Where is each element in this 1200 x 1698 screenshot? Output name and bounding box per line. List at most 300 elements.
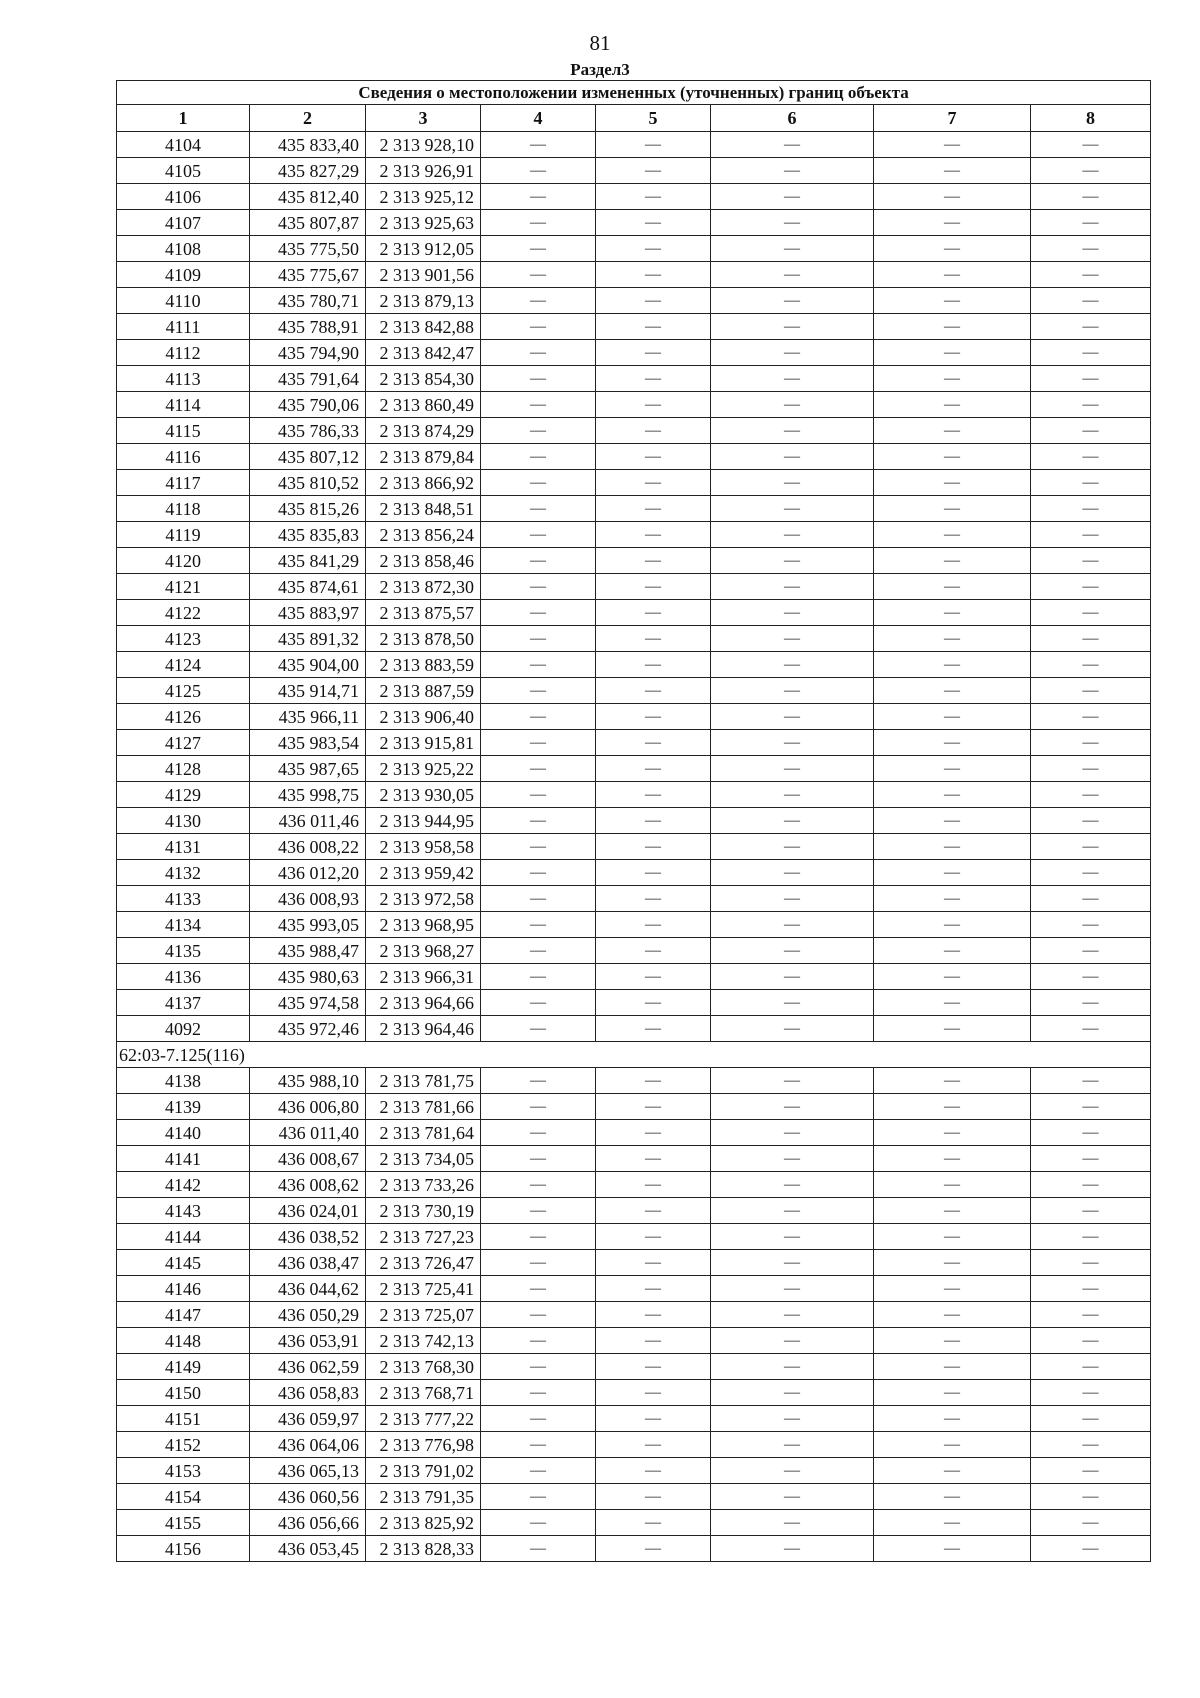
table-row: [117, 1250, 1151, 1276]
y-coordinate-cell: 2 313 930,05: [366, 782, 481, 808]
empty-value-cell: —: [874, 600, 1031, 626]
point-number-cell: 4155: [117, 1510, 250, 1536]
x-coordinate-cell: 435 788,91: [250, 314, 366, 340]
empty-value-cell: —: [481, 366, 596, 392]
x-coordinate-cell: 435 790,06: [250, 392, 366, 418]
point-number-cell: 4123: [117, 626, 250, 652]
empty-value-cell: —: [711, 1094, 874, 1120]
empty-value-cell: —: [711, 1120, 874, 1146]
point-number-cell: 4126: [117, 704, 250, 730]
empty-value-cell: —: [874, 756, 1031, 782]
empty-value-cell: —: [874, 1120, 1031, 1146]
table-row: [117, 1458, 1151, 1484]
table-row: [117, 340, 1151, 366]
empty-value-cell: —: [596, 860, 711, 886]
empty-value-cell: —: [596, 1432, 711, 1458]
table-row: [117, 1068, 1151, 1094]
point-number-cell: 4151: [117, 1406, 250, 1432]
empty-value-cell: —: [874, 288, 1031, 314]
empty-value-cell: —: [481, 730, 596, 756]
empty-value-cell: —: [481, 340, 596, 366]
y-coordinate-cell: 2 313 966,31: [366, 964, 481, 990]
empty-value-cell: —: [1031, 288, 1151, 314]
empty-value-cell: —: [481, 418, 596, 444]
empty-value-cell: —: [481, 262, 596, 288]
empty-value-cell: —: [481, 938, 596, 964]
empty-value-cell: —: [1031, 132, 1151, 158]
table-row: [117, 1510, 1151, 1536]
empty-value-cell: —: [481, 158, 596, 184]
empty-value-cell: —: [711, 392, 874, 418]
x-coordinate-cell: 435 993,05: [250, 912, 366, 938]
table-row: [117, 834, 1151, 860]
y-coordinate-cell: 2 313 964,66: [366, 990, 481, 1016]
empty-value-cell: —: [1031, 470, 1151, 496]
empty-value-cell: —: [711, 626, 874, 652]
x-coordinate-cell: 436 011,40: [250, 1120, 366, 1146]
point-number-cell: 4153: [117, 1458, 250, 1484]
empty-value-cell: —: [596, 626, 711, 652]
empty-value-cell: —: [1031, 1198, 1151, 1224]
empty-value-cell: —: [874, 678, 1031, 704]
empty-value-cell: —: [596, 340, 711, 366]
empty-value-cell: —: [1031, 548, 1151, 574]
table-row: [117, 1380, 1151, 1406]
empty-value-cell: —: [1031, 1380, 1151, 1406]
empty-value-cell: —: [711, 1224, 874, 1250]
empty-value-cell: —: [481, 522, 596, 548]
y-coordinate-cell: 2 313 856,24: [366, 522, 481, 548]
empty-value-cell: —: [481, 1406, 596, 1432]
table-row: [117, 1536, 1151, 1562]
empty-value-cell: —: [1031, 366, 1151, 392]
empty-value-cell: —: [596, 392, 711, 418]
point-number-cell: 4154: [117, 1484, 250, 1510]
table-row: [117, 782, 1151, 808]
column-header-2: 2: [250, 105, 366, 132]
x-coordinate-cell: 436 053,45: [250, 1536, 366, 1562]
empty-value-cell: —: [481, 210, 596, 236]
table-row: [117, 964, 1151, 990]
empty-value-cell: —: [1031, 418, 1151, 444]
table-row: [117, 262, 1151, 288]
empty-value-cell: —: [596, 1380, 711, 1406]
empty-value-cell: —: [874, 1484, 1031, 1510]
point-number-cell: 4131: [117, 834, 250, 860]
empty-value-cell: —: [596, 782, 711, 808]
empty-value-cell: —: [596, 1484, 711, 1510]
empty-value-cell: —: [481, 626, 596, 652]
empty-value-cell: —: [596, 548, 711, 574]
empty-value-cell: —: [481, 1094, 596, 1120]
empty-value-cell: —: [596, 1224, 711, 1250]
table-row: [117, 808, 1151, 834]
empty-value-cell: —: [481, 1224, 596, 1250]
empty-value-cell: —: [1031, 184, 1151, 210]
empty-value-cell: —: [1031, 782, 1151, 808]
point-number-cell: 4104: [117, 132, 250, 158]
x-coordinate-cell: 436 059,97: [250, 1406, 366, 1432]
column-header-8: 8: [1031, 105, 1151, 132]
point-number-cell: 4148: [117, 1328, 250, 1354]
table-row: [117, 574, 1151, 600]
y-coordinate-cell: 2 313 968,95: [366, 912, 481, 938]
empty-value-cell: —: [874, 652, 1031, 678]
empty-value-cell: —: [1031, 262, 1151, 288]
x-coordinate-cell: 436 062,59: [250, 1354, 366, 1380]
table-row: [117, 678, 1151, 704]
empty-value-cell: —: [711, 964, 874, 990]
y-coordinate-cell: 2 313 928,10: [366, 132, 481, 158]
x-coordinate-cell: 436 050,29: [250, 1302, 366, 1328]
point-number-cell: 4146: [117, 1276, 250, 1302]
point-number-cell: 4144: [117, 1224, 250, 1250]
empty-value-cell: —: [711, 1302, 874, 1328]
empty-value-cell: —: [1031, 652, 1151, 678]
empty-value-cell: —: [1031, 1120, 1151, 1146]
table-row: [117, 132, 1151, 158]
empty-value-cell: —: [481, 886, 596, 912]
table-row: [117, 210, 1151, 236]
empty-value-cell: —: [481, 1120, 596, 1146]
empty-value-cell: —: [481, 1536, 596, 1562]
empty-value-cell: —: [596, 1354, 711, 1380]
empty-value-cell: —: [1031, 990, 1151, 1016]
empty-value-cell: —: [1031, 496, 1151, 522]
x-coordinate-cell: 436 008,22: [250, 834, 366, 860]
x-coordinate-cell: 435 988,47: [250, 938, 366, 964]
column-header-7: 7: [874, 105, 1031, 132]
x-coordinate-cell: 435 807,87: [250, 210, 366, 236]
empty-value-cell: —: [481, 132, 596, 158]
empty-value-cell: —: [596, 678, 711, 704]
empty-value-cell: —: [874, 210, 1031, 236]
empty-value-cell: —: [874, 522, 1031, 548]
empty-value-cell: —: [596, 262, 711, 288]
point-number-cell: 4149: [117, 1354, 250, 1380]
x-coordinate-cell: 435 815,26: [250, 496, 366, 522]
y-coordinate-cell: 2 313 912,05: [366, 236, 481, 262]
empty-value-cell: —: [711, 756, 874, 782]
empty-value-cell: —: [874, 1250, 1031, 1276]
empty-value-cell: —: [1031, 1354, 1151, 1380]
table-row: [117, 730, 1151, 756]
empty-value-cell: —: [711, 1406, 874, 1432]
table-row: [117, 1146, 1151, 1172]
empty-value-cell: —: [1031, 1250, 1151, 1276]
table-row: [117, 470, 1151, 496]
x-coordinate-cell: 435 914,71: [250, 678, 366, 704]
empty-value-cell: —: [874, 912, 1031, 938]
empty-value-cell: —: [596, 1016, 711, 1042]
y-coordinate-cell: 2 313 925,12: [366, 184, 481, 210]
empty-value-cell: —: [596, 444, 711, 470]
point-number-cell: 4140: [117, 1120, 250, 1146]
empty-value-cell: —: [1031, 808, 1151, 834]
x-coordinate-cell: 435 972,46: [250, 1016, 366, 1042]
y-coordinate-cell: 2 313 781,75: [366, 1068, 481, 1094]
table-row: [117, 1484, 1151, 1510]
empty-value-cell: —: [596, 158, 711, 184]
point-number-cell: 4108: [117, 236, 250, 262]
empty-value-cell: —: [596, 1458, 711, 1484]
empty-value-cell: —: [1031, 210, 1151, 236]
empty-value-cell: —: [481, 860, 596, 886]
y-coordinate-cell: 2 313 860,49: [366, 392, 481, 418]
empty-value-cell: —: [874, 1016, 1031, 1042]
section-title: Раздел3: [570, 60, 630, 79]
point-number-cell: 4141: [117, 1146, 250, 1172]
x-coordinate-cell: 436 056,66: [250, 1510, 366, 1536]
point-number-cell: 4092: [117, 1016, 250, 1042]
column-header-6: 6: [711, 105, 874, 132]
table-row: [117, 366, 1151, 392]
table-row: [117, 860, 1151, 886]
y-coordinate-cell: 2 313 848,51: [366, 496, 481, 522]
empty-value-cell: —: [874, 1172, 1031, 1198]
empty-value-cell: —: [711, 236, 874, 262]
empty-value-cell: —: [481, 288, 596, 314]
empty-value-cell: —: [1031, 600, 1151, 626]
empty-value-cell: —: [874, 938, 1031, 964]
empty-value-cell: —: [596, 1146, 711, 1172]
y-coordinate-cell: 2 313 878,50: [366, 626, 481, 652]
y-coordinate-cell: 2 313 887,59: [366, 678, 481, 704]
x-coordinate-cell: 435 812,40: [250, 184, 366, 210]
empty-value-cell: —: [481, 1484, 596, 1510]
empty-value-cell: —: [711, 470, 874, 496]
table-row: [117, 184, 1151, 210]
empty-value-cell: —: [596, 522, 711, 548]
empty-value-cell: —: [481, 392, 596, 418]
y-coordinate-cell: 2 313 791,02: [366, 1458, 481, 1484]
empty-value-cell: —: [596, 964, 711, 990]
x-coordinate-cell: 436 011,46: [250, 808, 366, 834]
empty-value-cell: —: [596, 808, 711, 834]
y-coordinate-cell: 2 313 742,13: [366, 1328, 481, 1354]
empty-value-cell: —: [874, 366, 1031, 392]
y-coordinate-cell: 2 313 854,30: [366, 366, 481, 392]
y-coordinate-cell: 2 313 776,98: [366, 1432, 481, 1458]
y-coordinate-cell: 2 313 958,58: [366, 834, 481, 860]
x-coordinate-cell: 436 064,06: [250, 1432, 366, 1458]
empty-value-cell: —: [481, 652, 596, 678]
empty-value-cell: —: [481, 990, 596, 1016]
empty-value-cell: —: [1031, 1094, 1151, 1120]
empty-value-cell: —: [596, 1276, 711, 1302]
empty-value-cell: —: [874, 574, 1031, 600]
table-row: [117, 288, 1151, 314]
empty-value-cell: —: [481, 912, 596, 938]
empty-value-cell: —: [874, 1276, 1031, 1302]
table-row: [117, 1432, 1151, 1458]
empty-value-cell: —: [711, 938, 874, 964]
page-number: 81: [589, 31, 611, 55]
y-coordinate-cell: 2 313 901,56: [366, 262, 481, 288]
point-number-cell: 4142: [117, 1172, 250, 1198]
x-coordinate-cell: 435 980,63: [250, 964, 366, 990]
empty-value-cell: —: [481, 236, 596, 262]
empty-value-cell: —: [596, 834, 711, 860]
x-coordinate-cell: 435 988,10: [250, 1068, 366, 1094]
empty-value-cell: —: [596, 600, 711, 626]
x-coordinate-cell: 436 008,93: [250, 886, 366, 912]
empty-value-cell: —: [1031, 1536, 1151, 1562]
x-coordinate-cell: 436 058,83: [250, 1380, 366, 1406]
point-number-cell: 4147: [117, 1302, 250, 1328]
empty-value-cell: —: [481, 678, 596, 704]
empty-value-cell: —: [481, 314, 596, 340]
table-row: [117, 1016, 1151, 1042]
empty-value-cell: —: [711, 860, 874, 886]
empty-value-cell: —: [711, 600, 874, 626]
table-row: [117, 912, 1151, 938]
empty-value-cell: —: [481, 964, 596, 990]
empty-value-cell: —: [1031, 1068, 1151, 1094]
empty-value-cell: —: [874, 444, 1031, 470]
column-header-4: 4: [481, 105, 596, 132]
empty-value-cell: —: [874, 730, 1031, 756]
x-coordinate-cell: 435 775,50: [250, 236, 366, 262]
point-number-cell: 4128: [117, 756, 250, 782]
empty-value-cell: —: [711, 210, 874, 236]
empty-value-cell: —: [711, 1250, 874, 1276]
empty-value-cell: —: [1031, 340, 1151, 366]
empty-value-cell: —: [711, 444, 874, 470]
empty-value-cell: —: [1031, 314, 1151, 340]
x-coordinate-cell: 436 008,67: [250, 1146, 366, 1172]
point-number-cell: 4143: [117, 1198, 250, 1224]
column-header-3: 3: [366, 105, 481, 132]
y-coordinate-cell: 2 313 874,29: [366, 418, 481, 444]
x-coordinate-cell: 436 060,56: [250, 1484, 366, 1510]
table-row: [117, 392, 1151, 418]
column-number-header-row: [117, 105, 1151, 132]
empty-value-cell: —: [481, 704, 596, 730]
empty-value-cell: —: [711, 496, 874, 522]
empty-value-cell: —: [874, 1380, 1031, 1406]
empty-value-cell: —: [596, 1120, 711, 1146]
empty-value-cell: —: [874, 184, 1031, 210]
empty-value-cell: —: [874, 1328, 1031, 1354]
empty-value-cell: —: [596, 1094, 711, 1120]
empty-value-cell: —: [874, 392, 1031, 418]
empty-value-cell: —: [1031, 1016, 1151, 1042]
empty-value-cell: —: [596, 470, 711, 496]
y-coordinate-cell: 2 313 781,66: [366, 1094, 481, 1120]
table-row: [117, 496, 1151, 522]
column-header-1: 1: [117, 105, 250, 132]
empty-value-cell: —: [1031, 236, 1151, 262]
table-row: [117, 236, 1151, 262]
empty-value-cell: —: [711, 1536, 874, 1562]
y-coordinate-cell: 2 313 968,27: [366, 938, 481, 964]
point-number-cell: 4134: [117, 912, 250, 938]
empty-value-cell: —: [1031, 912, 1151, 938]
empty-value-cell: —: [711, 1328, 874, 1354]
x-coordinate-cell: 436 038,52: [250, 1224, 366, 1250]
empty-value-cell: —: [1031, 1328, 1151, 1354]
empty-value-cell: —: [481, 1068, 596, 1094]
y-coordinate-cell: 2 313 791,35: [366, 1484, 481, 1510]
point-number-cell: 4118: [117, 496, 250, 522]
empty-value-cell: —: [1031, 1484, 1151, 1510]
x-coordinate-cell: 435 786,33: [250, 418, 366, 444]
empty-value-cell: —: [874, 1224, 1031, 1250]
x-coordinate-cell: 435 983,54: [250, 730, 366, 756]
empty-value-cell: —: [874, 1302, 1031, 1328]
empty-value-cell: —: [596, 1302, 711, 1328]
empty-value-cell: —: [481, 1354, 596, 1380]
empty-value-cell: —: [1031, 1406, 1151, 1432]
empty-value-cell: —: [874, 314, 1031, 340]
y-coordinate-cell: 2 313 875,57: [366, 600, 481, 626]
table-row: [117, 652, 1151, 678]
empty-value-cell: —: [874, 1068, 1031, 1094]
point-number-cell: 4127: [117, 730, 250, 756]
empty-value-cell: —: [481, 1198, 596, 1224]
empty-value-cell: —: [874, 1510, 1031, 1536]
empty-value-cell: —: [711, 886, 874, 912]
empty-value-cell: —: [874, 132, 1031, 158]
y-coordinate-cell: 2 313 906,40: [366, 704, 481, 730]
empty-value-cell: —: [481, 1172, 596, 1198]
x-coordinate-cell: 435 883,97: [250, 600, 366, 626]
point-number-cell: 4117: [117, 470, 250, 496]
empty-value-cell: —: [1031, 158, 1151, 184]
y-coordinate-cell: 2 313 842,47: [366, 340, 481, 366]
point-number-cell: 4156: [117, 1536, 250, 1562]
y-coordinate-cell: 2 313 883,59: [366, 652, 481, 678]
empty-value-cell: —: [874, 834, 1031, 860]
table-row: [117, 1198, 1151, 1224]
y-coordinate-cell: 2 313 777,22: [366, 1406, 481, 1432]
empty-value-cell: —: [711, 1172, 874, 1198]
y-coordinate-cell: 2 313 925,63: [366, 210, 481, 236]
empty-value-cell: —: [481, 1458, 596, 1484]
y-coordinate-cell: 2 313 858,46: [366, 548, 481, 574]
point-number-cell: 4110: [117, 288, 250, 314]
empty-value-cell: —: [596, 756, 711, 782]
empty-value-cell: —: [874, 548, 1031, 574]
y-coordinate-cell: 2 313 959,42: [366, 860, 481, 886]
table-row: [117, 1120, 1151, 1146]
empty-value-cell: —: [711, 574, 874, 600]
empty-value-cell: —: [481, 1302, 596, 1328]
empty-value-cell: —: [481, 574, 596, 600]
x-coordinate-cell: 436 024,01: [250, 1198, 366, 1224]
empty-value-cell: —: [596, 184, 711, 210]
empty-value-cell: —: [596, 132, 711, 158]
empty-value-cell: —: [596, 704, 711, 730]
empty-value-cell: —: [596, 652, 711, 678]
empty-value-cell: —: [711, 1484, 874, 1510]
empty-value-cell: —: [711, 1146, 874, 1172]
x-coordinate-cell: 436 053,91: [250, 1328, 366, 1354]
y-coordinate-cell: 2 313 730,19: [366, 1198, 481, 1224]
y-coordinate-cell: 2 313 879,84: [366, 444, 481, 470]
empty-value-cell: —: [1031, 938, 1151, 964]
empty-value-cell: —: [711, 1016, 874, 1042]
empty-value-cell: —: [874, 1536, 1031, 1562]
empty-value-cell: —: [711, 340, 874, 366]
table-row: [117, 1276, 1151, 1302]
empty-value-cell: —: [711, 652, 874, 678]
x-coordinate-cell: 435 966,11: [250, 704, 366, 730]
empty-value-cell: —: [874, 496, 1031, 522]
x-coordinate-cell: 435 998,75: [250, 782, 366, 808]
point-number-cell: 4139: [117, 1094, 250, 1120]
